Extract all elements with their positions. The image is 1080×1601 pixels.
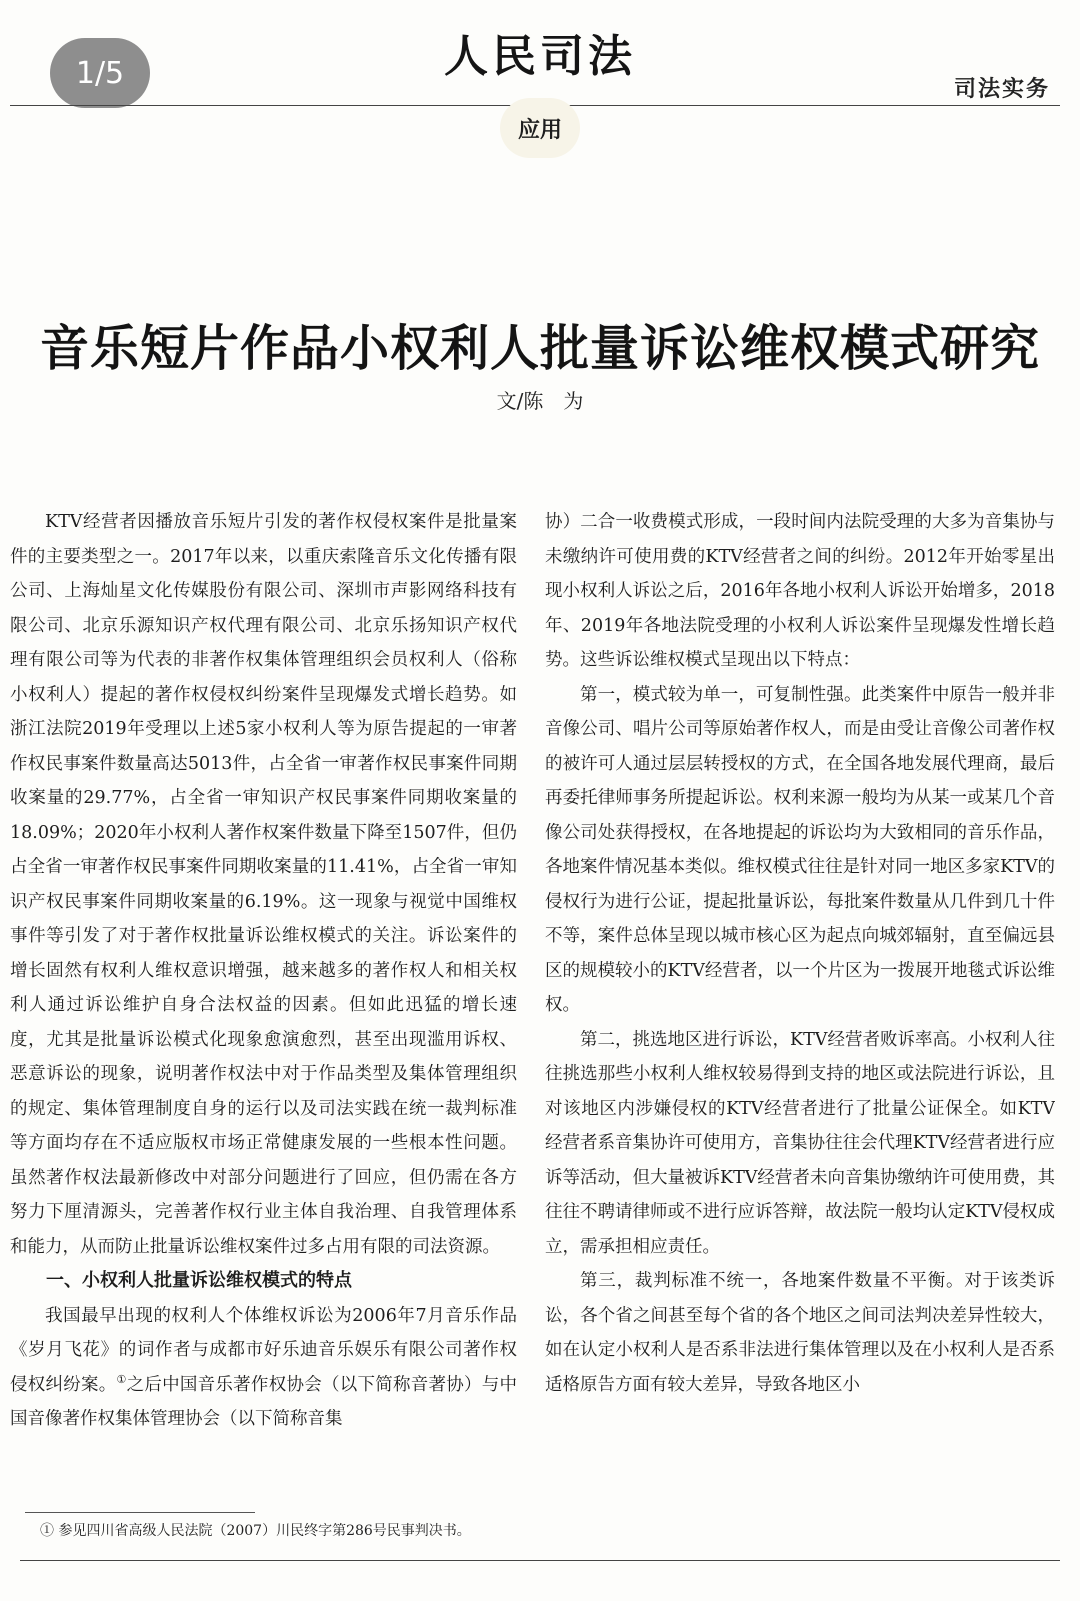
article-title: 音乐短片作品小权利人批量诉讼维权模式研究 xyxy=(39,320,1040,377)
paragraph-text: 我国最早出现的权利人个体维权诉讼为2006年7月音乐作品《岁月飞花》的词作者与成都市好乐迪音乐娱乐有限公司著作权侵权纠纷案。 xyxy=(10,1305,517,1395)
journal-logo: 人民司法 xyxy=(444,31,636,82)
right-column xyxy=(545,505,1055,1485)
left-column xyxy=(10,505,517,1485)
point-second: 第二，挑选地区进行诉讼，KTV经营者败诉率高。小权利人往往挑选那些小权利人维权较易得到支持的地区或法院进行诉讼，且对该地区内涉嫌侵权的KTV经营者进行了批量公证保全。如KTV经营者系音集协许可使用方，音集协往往会代理KTV经营者进行应诉等活动，但大量被诉KTV经营者未向音集协缴纳许可使用费，其往往不聘请律师或不进行应诉答辩，故法院一般均认定KTV侵权成立，需承担相应责任。 xyxy=(545,1029,1055,1257)
intro-paragraph: KTV经营者因播放音乐短片引发的著作权侵权案件是批量案件的主要类型之一。2017年以来，以重庆索隆音乐文化传播有限公司、上海灿星文化传媒股份有限公司、深圳市声影网络科技有限公司、北京乐源知识产权代理有限公司、北京乐扬知识产权代理有限公司等为代表的非著作权集体管理组织会员权利人（俗称小权利人）提起的著作权侵权纠纷案件呈现爆发式增长趋势。如浙江法院2019年受理以上述5家小权利人等为原告提起的一审著作权民事案件数量高达5013件，占全省一审著作权民事案件同期收案量的29.77%，占全省一审知识产权民事案件同期收案量的18.09%；2020年小权利人著作权案件数量下降至1507件，但仍占全省一审著作权民事案件同期收案量的11.41%，占全省一审知识产权民事案件同期收案量的6.19%。这一现象与视觉中国维权事件等引发了对于著作权批量诉讼维权模式的关注。诉讼案件的增长固然有权利人维权意识增强，越来越多的著作权人和相关权利人通过诉讼维护自身合法权益的因素。但如此迅猛的增长速度，尤其是批量诉讼模式化现象愈演愈烈，甚至出现滥用诉权、恶意诉讼的现象，说明著作权法中对于作品类型及集体管理组织的规定、集体管理制度自身的运行以及司法实践在统一裁判标准等方面均存在不适应版权市场正常健康发展的一些根本性问题。虽然著作权法最新修改中对部分问题进行了回应，但仍需在各方努力下厘清源头，完善著作权行业主体自我治理、自我管理体系和能力，从而防止批量诉讼维权案件过多占用有限的司法资源。 xyxy=(10,512,517,1257)
continued-paragraph: 协）二合一收费模式形成，一段时间内法院受理的大多为音集协与未缴纳许可使用费的KTV经营者之间的纠纷。2012年开始零星出现小权利人诉讼之后，2016年各地小权利人诉讼开始增多，2018年、2019年各地法院受理的小权利人诉讼案件呈现爆发性增长趋势。这些诉讼维权模式呈现出以下特点： xyxy=(545,512,1055,670)
point-first: 第一，模式较为单一，可复制性强。此类案件中原告一般并非音像公司、唱片公司等原始著作权人，而是由受让音像公司著作权的被许可人通过层层转授权的方式，在全国各地发展代理商，最后再委托律师事务所提起诉讼。权利来源一般均为从某一或某几个音像公司处获得授权，在各地提起的诉讼均为大致相同的音乐作品，各地案件情况基本类似。维权模式往往是针对同一地区多家KTV的侵权行为进行公证，提起批量诉讼，每批案件数量从几件到几十件不等，案件总体呈现以城市核心区为起点向城郊辐射，直至偏远县区的规模较小的KTV经营者，以一个片区为一拨展开地毯式诉讼维权。 xyxy=(545,684,1055,1015)
page-indicator: 1/5 xyxy=(50,38,150,108)
section-label: 司法实务 xyxy=(953,77,1050,102)
body-paragraph xyxy=(10,1299,517,1437)
subsection-label: 应用 xyxy=(500,98,580,158)
section-heading: 一、小权利人批量诉讼维权模式的特点 xyxy=(46,1270,352,1291)
point-third: 第三，裁判标准不统一，各地案件数量不平衡。对于该类诉讼，各个省之间甚至每个省的各个地区之间司法判决差异性较大，如在认定小权利人是否系非法进行集体管理以及在小权利人是否系适格原告方面有较大差异，导致各地区小 xyxy=(545,1271,1055,1395)
bottom-divider xyxy=(20,1560,1060,1561)
paragraph-text: 之后中国音乐著作权协会（以下简称音著协）与中国音像著作权集体管理协会（以下简称音集 xyxy=(10,1374,517,1429)
footnote: ① 参见四川省高级人民法院（2007）川民终字第286号民事判决书。 xyxy=(40,1523,471,1539)
footnote-marker[interactable]: ① xyxy=(116,1372,127,1386)
article-byline: 文/陈 为 xyxy=(496,389,584,413)
footnote-divider xyxy=(25,1512,255,1513)
